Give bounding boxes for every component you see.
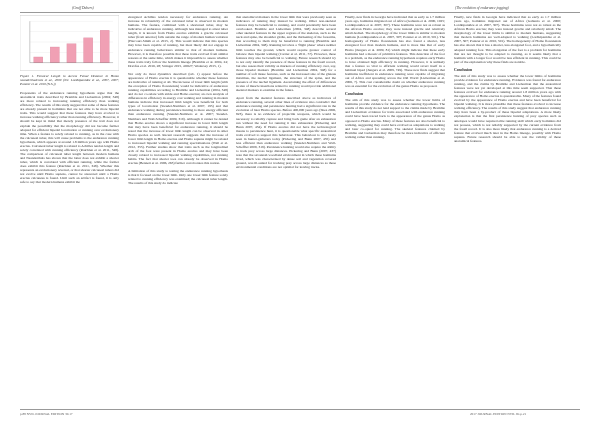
- column-1: [20, 15, 119, 408]
- paragraph: Apart from the skeletal features described above as indicators of endurance running, several other lines of evidence also contradict that endurance running and persistence hunting had a significant role in the evolution of later Homo species. Before 400,000 years ago (Shea 2006, 823), there is no evidence of projectile weapons, which would be necessary to reliably capture and bring back game after an exhaustion run without the need for running it into exhaustion (Pickering and Bunn 2007, 434). If Homo erectus did not have the technological means to persistence hunt, it is questionable what specific anatomical traits evolved to support this behaviour. This behaviour is also rarely seen in hunter-gatherers today (Pickering and Bunn 2007, 435) and less efficient than endurance walking (Steudel-Numbers and Wall-Scheffler 2009, 319). Persistence hunting would also require the ability to track prey across large distances. Pickering and Bunn (2007, 437) note that the savannah woodland environment in which these hominins lived, which was characterised by dense soil and vegetation covered ground, was ill-suited for tracking prey across large distances as these environmental conditions are not optimal for leaving tracks.: [236, 96, 336, 170]
- column-3: [236, 15, 336, 408]
- paragraph: Proponents of the endurance running hypothesis argue that the anatomical traits described by Bramble and Lieberman (2004; 348) are more related to increasing running efficiency than walking efficiency. The results of this study suggest that some of these features are already present in hominins that are not elite to be more bipedal traits. This would suggest that these features may have evolved to increase walking efficiency rather than running efficiency. However, it should be kept in mind that merely presence of the trait does not explain the possibility that the morphology did not become further adapted for efficient bipedal locomotion or running over evolutionary time. When a feature is solely related to running, as in the case with the calcaneal tuber, this will cause problems to the endurance running hypothesis, which appears at around 1.8 million years ago with Homo erectus. Calcaneal tuber length is related to Achilles tendon length and solely correlated with running efficiency (Raichlen et al. 2011, 348). The comparison of calcaneal tuber length between modern humans and Neanderthals has shown that the latter does not exhibit a shorter tuber, which is correlated with efficient running, while the former does exhibit this feature (Raichlen et al. 2011, 348). Whether this represents an evolutionary reversal, or that shorter calcaneal tubers did not evolve until Homo sapiens, cannot be answered until a Homo erectus calcaneus is found. Until such an artifact is found, it is only safe to say that modern humans exhibit the: [20, 91, 119, 185]
- chart-bar: [67, 44, 76, 63]
- section-heading-conclusion: Conclusion: [345, 92, 364, 97]
- footer-left: p.88 NVIL JOURNAL EDITION 30.17: [20, 412, 73, 416]
- chart-bar: [100, 30, 109, 62]
- paragraph: Finally, new finds in Georgia have indicated that as early as 1.7 million years ago, hominins migrated out of Africa (Gabunia et al. 2000; Lordkipanidze et al. 2007, 307). These hominins were not as robust as the African Homo erectus; they were instead gracile and relatively small. The morphology of the lower limbs is similar to modern humans, suggesting that modern hominins are well-adapted to walking (Lordkipanidze et al. 2007, 307; Pontzer et al. 2010, 501). The homogeneity of Homo floresiensis has also shown that it has a shorter, less elongated foot, and a hypothetically adapted running foot. This elongation of the foot is a problem for hominins that are not thought to be adapted to running, as it seems likely that a hominin with a longer foot would be less efficient in running. This could be part of the explanation why these finds are notable.: [454, 15, 561, 64]
- column-5: [454, 15, 561, 408]
- paragraph: Not only do most dynamics described (tab. 1) appear before the appearance of Homo erectus it is questionable whether these features are indicative of running at all. The increase of lower limb length (with the exception of Homo floresiensis) would be indicative of endurance running capabilities according to Bramble and Lieberman (2004, 348) and do not co-relate with stride and Homo erectus; an own analysis of differences in efficiency in energy cost walking and running in modern humans indicate that increased limb length was beneficial for both types of locomotion (Steudel-Numbers et al. 2007, 195) and that endurance walking during persistence hunting is more energy efficient than endurance running (Steudel-Numbers et al. 2007; Steudel-Numbers and Wall-Scheffler 2009, 319). Although it cannot be denied that Homo erectus shows a significant increase in lower limb length that may have been beneficial for endurance running, it should be noted that the increase of lower limb length can be observed in other Homo species as well. Recent research suggests that the increase of lower limb length in Homo erectus and Homo sapiens might be related to increased bipedal walking and running specialisations (Wall et al. 2012, 355). Further studies show that traits such as the longitudinal arch of the foot were present in Homo erectus and may have been closely related to increased bipedal walking capabilities, not running habits. The fact that shorter toes can already be observed in Homo erectus (Bennett et al. 1996, 263) further corroborates this notion.: [128, 71, 228, 166]
- running-head-right: (The evolution of endurance jogging): [455, 6, 509, 10]
- running-head-left: (Gruff Dubers): [72, 6, 94, 10]
- footer-right: 2017 JOURNAL EDITION NVIL JK.p.21: [470, 412, 527, 416]
- paragraph: The aim of this study was to assess whether the lower limbs of hominins provide evidence for the endurance running hypothesis. The results of this study do not lend support to the claims made by Bramble and Lieberman: evidence for traits associated with endurance running could have been traced back to the appearance of the genus Homo as opposed to Homo erectus. Many of these features are also beneficial to walking, suggesting they could have evolved as adaptations to walking and later co-opted for running. The skeletal features claimed by Bramble and Lieberman may therefore be more indicative of efficient walking rather than running.: [345, 98, 445, 139]
- chart-bar: [50, 47, 59, 63]
- paragraph: A limitation of this study to testing the endurance running hypothesis is that it focused on the lower limb. Only one lower limb feature solely related to running efficiency was examined; the calcaneal tuber length. The results of this study do indicate: [128, 169, 228, 186]
- section-heading-conclusion: Conclusion: [454, 67, 473, 72]
- paragraph: elongated Achilles tendon necessary for endurance running. An increase in robusticity of the calcaneal tuber is observed in modern humans. The feature, combined with a shortened tuber, may be indicative of endurance running. Although less managed to attest tuber length, it is known from Homo erectus exhibits a gracile calcaneal tuber (from anterior) falls outside the range of modern human variation (Harcourt-Smith et al. 2015, 2). This would indicate that this species may have been capable of running, but most likely did not engage in endurance running behaviours similar to that of modern humans. However, it is therefore possible that these traits evolved from similar reasons at the same time, which makes it impossible to assess whether these traits truly follow the hominin lineage (Bramble et al. 2004, 24; Drevfus et al. 2016, 28; Stringer 2015, 4:0627; Wedersey 2015, 1).: [128, 15, 228, 68]
- chart-bar: [84, 38, 93, 63]
- column-2: [128, 15, 228, 408]
- figure-1: [20, 15, 119, 71]
- paragraph: The aim of this study was to assess whether the lower limbs of hominins provide evidence for endurance running. Evidence was found for endurance running, and the claims by Bramble and Lieberman that the anatomical features were not yet developed at this time seem supported. That these features evolved for endurance running around 1.8 million years ago with the appearance of Homo erectus is questionable. Many of the features found evolved by the appearance of Homo erectus and have been beneficial for bipedal walking. It is more plausible that these features evolved to increase walking efficiency. The results of this study suggest that endurance running may have been a by-product of these bipedal adaptations. A more likely explanation is that the first persistence hunting of prey species such as antelopes would have required elite running skill which early hominins did not possess, which is not reliably supported by the current evidence from the fossil record. It is also more likely that endurance running is a derived feature that evolved much later in the Homo lineage, possibly with Homo sapiens. Future research should be able to test the validity of these anatomical features.: [454, 73, 561, 143]
- bar-chart: [20, 15, 119, 71]
- header-rule: [20, 12, 580, 13]
- column-4: [345, 15, 445, 408]
- paragraph: Finally, new finds in Georgia have indicated that as early as 1.7 million years ago, hominins migrated out of Africa (Gabunia et al. 2000, 1025; Lordkipanidze et al. 2007, 307). These hominins were not as robust as the African Homo erectus; they were instead gracile and relatively small-bodied. The morphology of the lower limbs is similar to modern humans (Lordkipanidze et al. 2007, 307; Pontzer et al. 2010, 501). The homogeneity of Homo floresiensis has also found a shorter, less elongated foot than modern humans, and is more like that of early Homo (Jungers et al. 2009, 81) which might indicate that these early hominins had a mosaic of primitive features. This detection of the foot is a problem, as the endurance running hypothesis requires early Homo to have obtained high efficiency in running. However, it is unlikely that a feature so vital to efficient walking would revert itself in a habitual biped (Jungers et al. 2009, 749). These new finds suggest that hominins inefficient in endurance running were capable of migrating out of Africa and spreading across the Old World (Lieberman et al. 2006, 7). This cast considerable doubt on whether endurance running was as essential for the evolution of the genus Homo as proposed.: [345, 15, 445, 89]
- figure-caption: Figure 1. Femoral Length to Access Femal Distance in Homo neanderthalensis et al., 2009 (N.I. Lordkipanidze et al., 2007, 2007; Pontzer et al. 2010 (N.S.)): [20, 74, 119, 86]
- footer-rule: [20, 409, 580, 410]
- chart-bar: [34, 57, 43, 63]
- paragraph: that anatomical markers in the lower limb that were previously seen as indicators of running may instead be walking. Other non-skeletal features may be beneficial to running, and could potentially have been overlooked. Bramble and Lieberman (2004, 348) describe several other skeletal features in the upper regions of the skeleton, such as the neck and spine, the shoulder girdle, and the thickening of the forearms, that according to them may be beneficial to running (Bramble and Lieberman 2004, 348). Running involves a 'flight phase' where neither limb touches the ground, which would require greater control of balance than bipedal walking (Carrier et al. 2011, 57). However, these features may also be beneficial to walking. Future research should try to not only identify the presence of these features in the fossil record, but also assess their validity as markers of running efficiency over, say, those bipedal markers (Bramble and Lieberman 2004, 348) for a number of soft tissue features, such as the increased size of the gluteus maximus, the nuchal ligament, the structure of the spine, and the presence of the nuchal ligament. Ascertaining the effect of differences in size of muscle insertions related to running would provide additional skeletal markers to examine in the future.: [236, 15, 336, 93]
